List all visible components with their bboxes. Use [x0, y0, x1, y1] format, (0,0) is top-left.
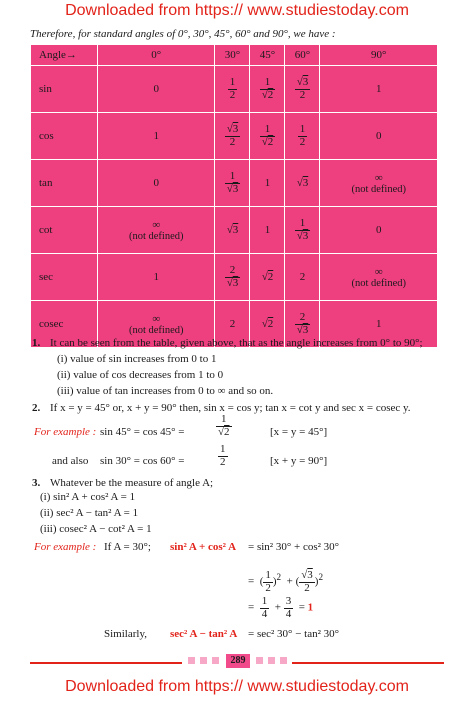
cell: 1 [98, 254, 215, 301]
cell: $\frac{1}{√3}$ [215, 160, 250, 207]
cell: $\frac{1}{√3}$ [285, 207, 320, 254]
example-2-condition: If A = 30°; [104, 541, 151, 553]
cell: √2 [250, 254, 285, 301]
cell: ∞ (not defined) [98, 301, 215, 348]
point-3-iii: (iii) cosec² A − cot² A = 1 [40, 523, 152, 535]
cell: ∞ (not defined) [320, 254, 438, 301]
cell: 1 [320, 66, 438, 113]
row-label: tan [31, 160, 98, 207]
cell: 1 [320, 301, 438, 348]
point-2-number: 2. [32, 402, 41, 414]
page-number: 289 [226, 654, 250, 668]
example-1-line-1: sin 45° = cos 45° = [100, 426, 185, 438]
point-3-ii: (ii) sec² A − tan² A = 1 [40, 507, 139, 519]
cell: $\frac{1}{2}$ [285, 113, 320, 160]
point-1-i: (i) value of sin increases from 0 to 1 [57, 353, 217, 365]
example-1-fraction-2: $\frac{1}{2}$ [220, 443, 226, 468]
point-1-iii: (iii) value of tan increases from 0 to ∞ and so on. [57, 385, 274, 397]
row-label: sec [31, 254, 98, 301]
point-3-number: 3. [32, 477, 41, 489]
cell: $\frac{1}{2}$ [215, 66, 250, 113]
point-1-ii: (ii) value of cos decreases from 1 to 0 [57, 369, 224, 381]
footer-square [256, 657, 263, 664]
table-row-tan [31, 160, 438, 207]
cell: 1 [250, 160, 285, 207]
cell: √3 [285, 160, 320, 207]
example-1-note-1: [x = y = 45°] [270, 426, 328, 438]
header-60: 60° [285, 45, 320, 66]
watermark-bottom[interactable]: Downloaded from https:// www.studiestoday.com [65, 678, 409, 695]
header-45: 45° [250, 45, 285, 66]
header-0: 0° [98, 45, 215, 66]
trig-ratio-table [30, 44, 438, 348]
footer-rule-right [292, 662, 444, 664]
example-2-lhs: sin² A + cos² A [170, 541, 237, 553]
cell: ∞ (not defined) [98, 207, 215, 254]
cell: 0 [320, 113, 438, 160]
similarly-rhs: = sec² 30° − tan² 30° [248, 628, 340, 640]
example-2-rhs: = sin² 30° + cos² 30° [248, 541, 340, 553]
header-30: 30° [215, 45, 250, 66]
table-row-sin [31, 66, 438, 113]
cell: $\frac{2}{√3}$ [215, 254, 250, 301]
header-90: 90° [320, 45, 438, 66]
cell: 0 [98, 160, 215, 207]
footer-square [268, 657, 275, 664]
footer-square [188, 657, 195, 664]
row-label: cos [31, 113, 98, 160]
point-3-text: Whatever be the measure of angle A; [50, 477, 214, 489]
cell: $\frac{√3}{2}$ [285, 66, 320, 113]
cell: 0 [98, 66, 215, 113]
point-1-text: It can be seen from the table, given above, that as the angle increases from 0° to 90°; [50, 337, 423, 349]
example-2-label: For example : [34, 541, 97, 553]
cell: 0 [320, 207, 438, 254]
cell: $\frac{1}{√2}$ [250, 66, 285, 113]
footer-square [280, 657, 287, 664]
cell: ∞ (not defined) [320, 160, 438, 207]
cell: 1 [250, 207, 285, 254]
row-label: sin [31, 66, 98, 113]
example-1-note-2: [x + y = 90°] [270, 455, 328, 467]
header-angle: Angle→ [31, 45, 98, 66]
cell: √2 [250, 301, 285, 348]
cell: 2 [215, 301, 250, 348]
similarly-label: Similarly, [104, 628, 147, 640]
cell: $\frac{√3}{2}$ [215, 113, 250, 160]
example-2-result: 1 [307, 601, 314, 614]
table-row-cot [31, 207, 438, 254]
example-1-label: For example : [34, 426, 97, 438]
cell: √3 [215, 207, 250, 254]
row-label: cosec [31, 301, 98, 348]
cell: 1 [98, 113, 215, 160]
point-2-text: If x = y = 45° or, x + y = 90° then, sin x = cos y; tan x = cot y and sec x = cosec y. [50, 402, 411, 414]
point-1-number: 1. [32, 337, 41, 349]
watermark-top[interactable]: Downloaded from https:// www.studiestoday.com [65, 2, 409, 19]
example-2-step-2: = ( $\frac{1}{2}$ )$^2$ + ( $\frac{√3}{2}$ )$^2$ [248, 569, 324, 594]
table-row-sec [31, 254, 438, 301]
footer-square [200, 657, 207, 664]
footer-square [212, 657, 219, 664]
example-2-step-3: = $\frac{1}{4}$ + $\frac{3}{4}$ = 1 [248, 595, 314, 620]
footer-rule-left [30, 662, 182, 664]
table-header-row [31, 45, 438, 66]
cell: $\frac{1}{√2}$ [250, 113, 285, 160]
example-1-line-2: sin 30° = cos 60° = [100, 455, 185, 467]
cell: $\frac{2}{√3}$ [285, 301, 320, 348]
similarly-lhs: sec² A − tan² A [170, 628, 238, 640]
example-1-and-also: and also [52, 455, 89, 467]
row-label: cot [31, 207, 98, 254]
cell: 2 [285, 254, 320, 301]
example-1-fraction-1: $\frac{1}{√2}$ [218, 413, 230, 438]
intro-text: Therefore, for standard angles of 0°, 30°, 45°, 60° and 90°, we have : [30, 28, 336, 40]
point-3-i: (i) sin² A + cos² A = 1 [40, 491, 136, 503]
table-row-cos [31, 113, 438, 160]
